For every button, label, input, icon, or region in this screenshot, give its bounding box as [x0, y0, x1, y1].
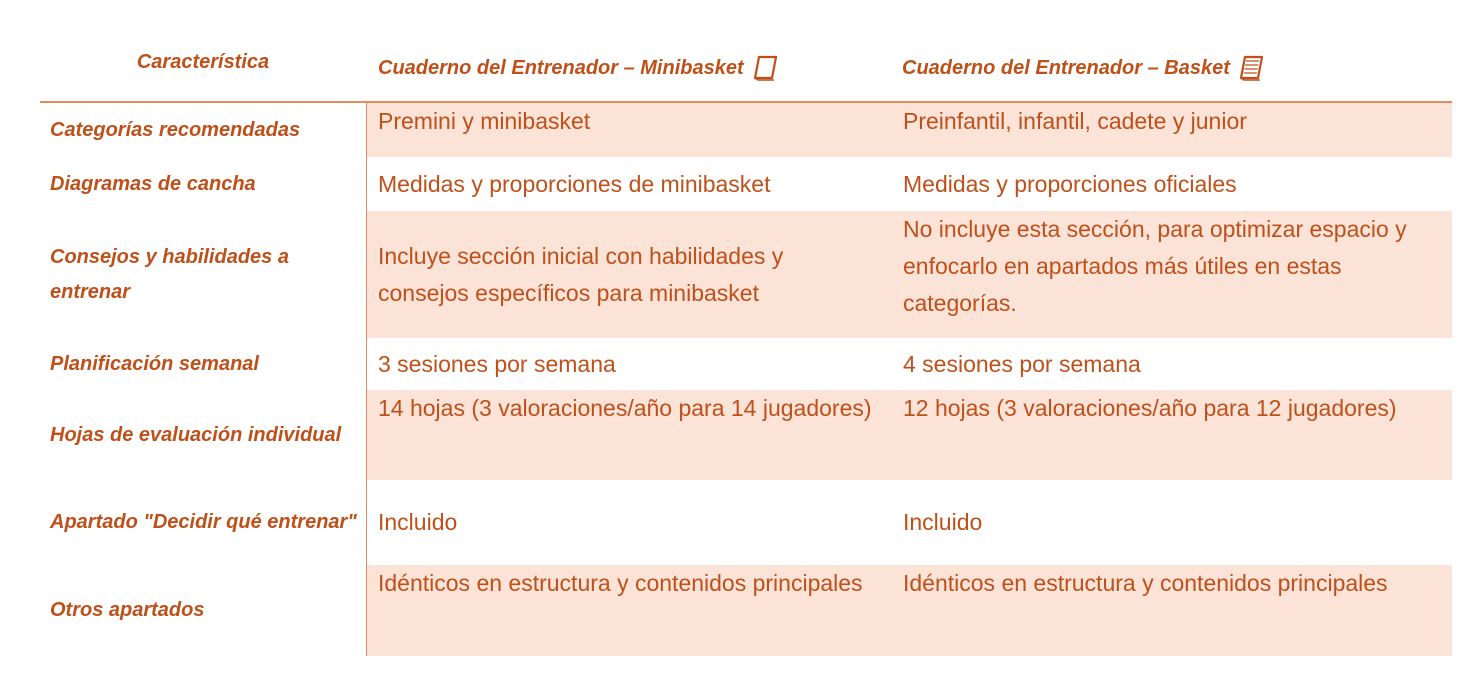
cell-minibasket: 14 hojas (3 valoraciones/año para 14 jugadores): [367, 390, 891, 480]
header-minibasket: [378, 55, 778, 81]
table-row: [40, 211, 1452, 338]
table-row: [40, 480, 1452, 565]
row-label: Consejos y habilidades a entrenar: [50, 245, 289, 303]
cell-minibasket: Medidas y proporciones de minibasket: [378, 170, 771, 197]
row-label: Hojas de evaluación individual: [50, 423, 342, 446]
table-row: [40, 338, 1452, 390]
cell-basket: Medidas y proporciones oficiales: [903, 170, 1237, 197]
cell-minibasket: Premini y minibasket: [367, 103, 891, 157]
row-label: Categorías recomendadas: [50, 118, 301, 141]
header-basket-label: Cuaderno del Entrenador – Basket: [902, 56, 1230, 79]
row-label: Planificación semanal: [50, 352, 259, 375]
table-header: [40, 40, 1452, 103]
header-minibasket-label: Cuaderno del Entrenador – Minibasket: [378, 56, 744, 79]
comparison-table: [40, 40, 1452, 656]
cell-basket: Incluido: [903, 509, 983, 535]
header-basket: [902, 55, 1264, 81]
cell-basket: Idénticos en estructura y contenidos principales: [891, 565, 1452, 656]
cell-minibasket: Incluido: [378, 509, 458, 535]
cell-minibasket: Incluye sección inicial con habilidades y consejos específicos para minibasket: [367, 211, 891, 338]
header-characteristic: [40, 51, 366, 74]
header-characteristic-label: Característica: [136, 51, 270, 73]
notebook-icon: [752, 55, 778, 81]
row-label: Otros apartados: [50, 599, 205, 621]
table-row: [40, 157, 1452, 211]
cell-basket: Preinfantil, infantil, cadete y junior: [891, 103, 1452, 157]
table-row: [40, 390, 1452, 480]
cell-minibasket: Idénticos en estructura y contenidos principales: [367, 565, 891, 656]
cell-basket: 12 hojas (3 valoraciones/año para 12 jugadores): [891, 390, 1452, 480]
cell-basket: No incluye esta sección, para optimizar espacio y enfocarlo en apartados más útiles en estas categorías.: [891, 211, 1452, 338]
cell-minibasket: 3 sesiones por semana: [378, 350, 616, 377]
row-label: Diagramas de cancha: [50, 172, 256, 195]
notebook-lined-icon: [1238, 55, 1264, 81]
cell-basket: 4 sesiones por semana: [903, 350, 1141, 377]
table-row: [40, 103, 1452, 157]
row-label: Apartado "Decidir qué entrenar": [50, 511, 357, 533]
table-row: [40, 565, 1452, 656]
